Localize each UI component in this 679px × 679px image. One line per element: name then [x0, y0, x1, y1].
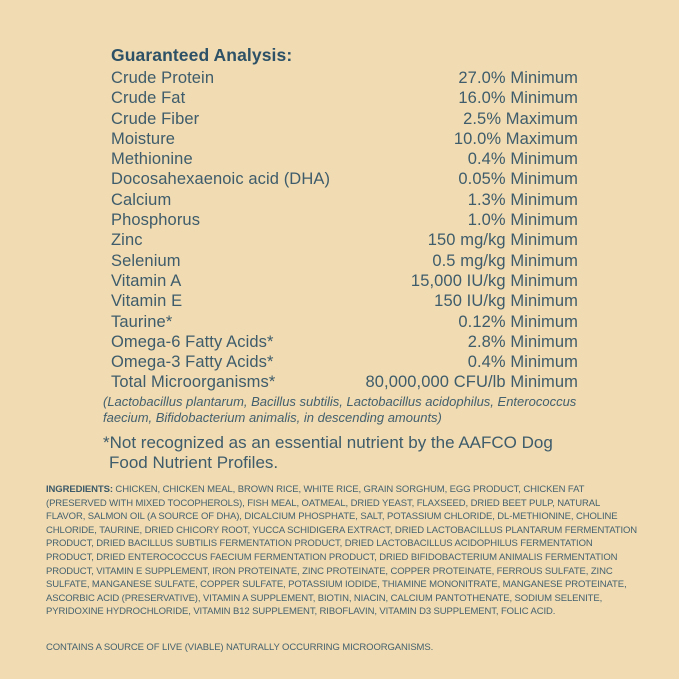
nutrient-name: Vitamin E	[111, 292, 183, 311]
nutrient-value: 150 mg/kg Minimum	[427, 231, 578, 250]
nutrient-name: Crude Fat	[111, 89, 186, 108]
table-row	[111, 230, 578, 250]
nutrient-name: Crude Fiber	[111, 109, 200, 128]
table-row	[111, 109, 578, 129]
ingredients-paragraph	[46, 483, 638, 619]
microorganisms-note: (Lactobacillus plantarum, Bacillus subtilis, Lactobacillus acidophilus, Enterococcus faecium, Bifidobacterium animalis, in descending amounts)	[103, 393, 577, 425]
table-row	[111, 352, 578, 372]
nutrient-value: 1.0% Minimum	[467, 211, 578, 230]
nutrient-name: Methionine	[111, 150, 193, 169]
guaranteed-analysis-title: Guaranteed Analysis:	[111, 45, 293, 65]
table-row	[111, 312, 578, 332]
nutrient-value: 27.0% Minimum	[458, 69, 578, 87]
nutrient-name: Docosahexaenoic acid (DHA)	[111, 170, 331, 189]
table-row	[111, 291, 578, 311]
contains-microorganisms-note: CONTAINS A SOURCE OF LIVE (VIABLE) NATURALLY OCCURRING MICROORGANISMS.	[46, 642, 434, 653]
aafco-footnote: *Not recognized as an essential nutrient by the AAFCO Dog Food Nutrient Profiles.	[103, 432, 553, 473]
table-row	[111, 251, 578, 271]
nutrient-name: Zinc	[111, 231, 143, 250]
nutrient-value: 0.12% Minimum	[458, 312, 578, 331]
nutrient-value: 0.4% Minimum	[467, 150, 578, 169]
nutrient-value: 15,000 IU/kg Minimum	[410, 271, 578, 290]
table-row	[111, 129, 578, 149]
nutrient-name: Omega-6 Fatty Acids*	[111, 332, 274, 351]
ingredients-label: INGREDIENTS:	[46, 484, 113, 495]
nutrient-name: Phosphorus	[111, 211, 201, 230]
table-row	[111, 190, 578, 210]
guaranteed-analysis-section	[103, 44, 578, 474]
nutrient-value: 150 IU/kg Minimum	[434, 292, 578, 311]
nutrient-name: Total Microorganisms*	[111, 373, 276, 392]
table-row	[111, 210, 578, 230]
nutrient-value: 0.05% Minimum	[458, 170, 578, 189]
table-row	[111, 169, 578, 189]
nutrient-name: Crude Protein	[111, 69, 215, 87]
nutrient-name: Omega-3 Fatty Acids*	[111, 353, 274, 372]
table-row	[111, 149, 578, 169]
nutrient-value: 1.3% Minimum	[467, 190, 578, 209]
ingredients-text: CHICKEN, CHICKEN MEAL, BROWN RICE, WHITE RICE, GRAIN SORGHUM, EGG PRODUCT, CHICKEN FAT (PRESERVED WITH MIXED TOCOPHEROLS), FISH MEAL, OATMEAL, DRIED YEAST, FLAXSEED, DRIED BEET PULP, NATURAL FLAVOR, SALMON OIL (A SOURCE OF DHA), DICALCIUM PHOSPHATE, SALT, POTASSIUM CHLORIDE, DL-METHIONINE, CHOLINE CHLORIDE, TAURINE, DRIED CHICORY ROOT, YUCCA SCHIDIGERA EXTRACT, DRIED LACTOBACILLUS PLANTARUM FERMENTATION PRODUCT, DRIED BACILLUS SUBTILIS FERMENTATION PRODUCT, DRIED LACTOBACILLUS ACIDOPHILUS FERMENTATION PRODUCT, DRIED ENTEROCOCCUS FAECIUM FERMENTATION PRODUCT, DRIED BIFIDOBACTERIUM ANIMALIS FERMENTATION PRODUCT, VITAMIN E SUPPLEMENT, IRON PROTEINATE, ZINC PROTEINATE, COPPER PROTEINATE, FERROUS SULFATE, ZINC SULFATE, MANGANESE SULFATE, COPPER SULFATE, POTASSIUM IODIDE, THIAMINE MONONITRATE, MANGANESE PROTEINATE, ASCORBIC ACID (PRESERVATIVE), VITAMIN A SUPPLEMENT, BIOTIN, NIACIN, CALCIUM PANTOTHENATE, SODIUM SELENITE, PYRIDOXINE HYDROCHLORIDE, VITAMIN B12 SUPPLEMENT, RIBOFLAVIN, VITAMIN D3 SUPPLEMENT, FOLIC ACID.	[46, 484, 638, 618]
guaranteed-analysis-table	[111, 68, 578, 393]
nutrient-value: 2.8% Minimum	[467, 332, 578, 351]
table-row	[111, 332, 578, 352]
nutrient-value: 10.0% Maximum	[453, 129, 578, 148]
table-row	[111, 68, 578, 88]
nutrient-name: Moisture	[111, 129, 176, 148]
nutrient-value: 16.0% Minimum	[458, 89, 578, 108]
nutrient-value: 0.4% Minimum	[467, 353, 578, 372]
table-row	[111, 372, 578, 392]
table-row	[111, 271, 578, 291]
table-row	[111, 88, 578, 108]
nutrient-name: Taurine*	[111, 312, 173, 331]
nutrient-name: Selenium	[111, 251, 181, 270]
nutrient-name: Calcium	[111, 190, 172, 209]
nutrient-name: Vitamin A	[111, 271, 182, 290]
nutrient-value: 0.5 mg/kg Minimum	[432, 251, 578, 270]
nutrient-value: 2.5% Maximum	[463, 109, 578, 128]
nutrient-value: 80,000,000 CFU/lb Minimum	[365, 373, 578, 392]
